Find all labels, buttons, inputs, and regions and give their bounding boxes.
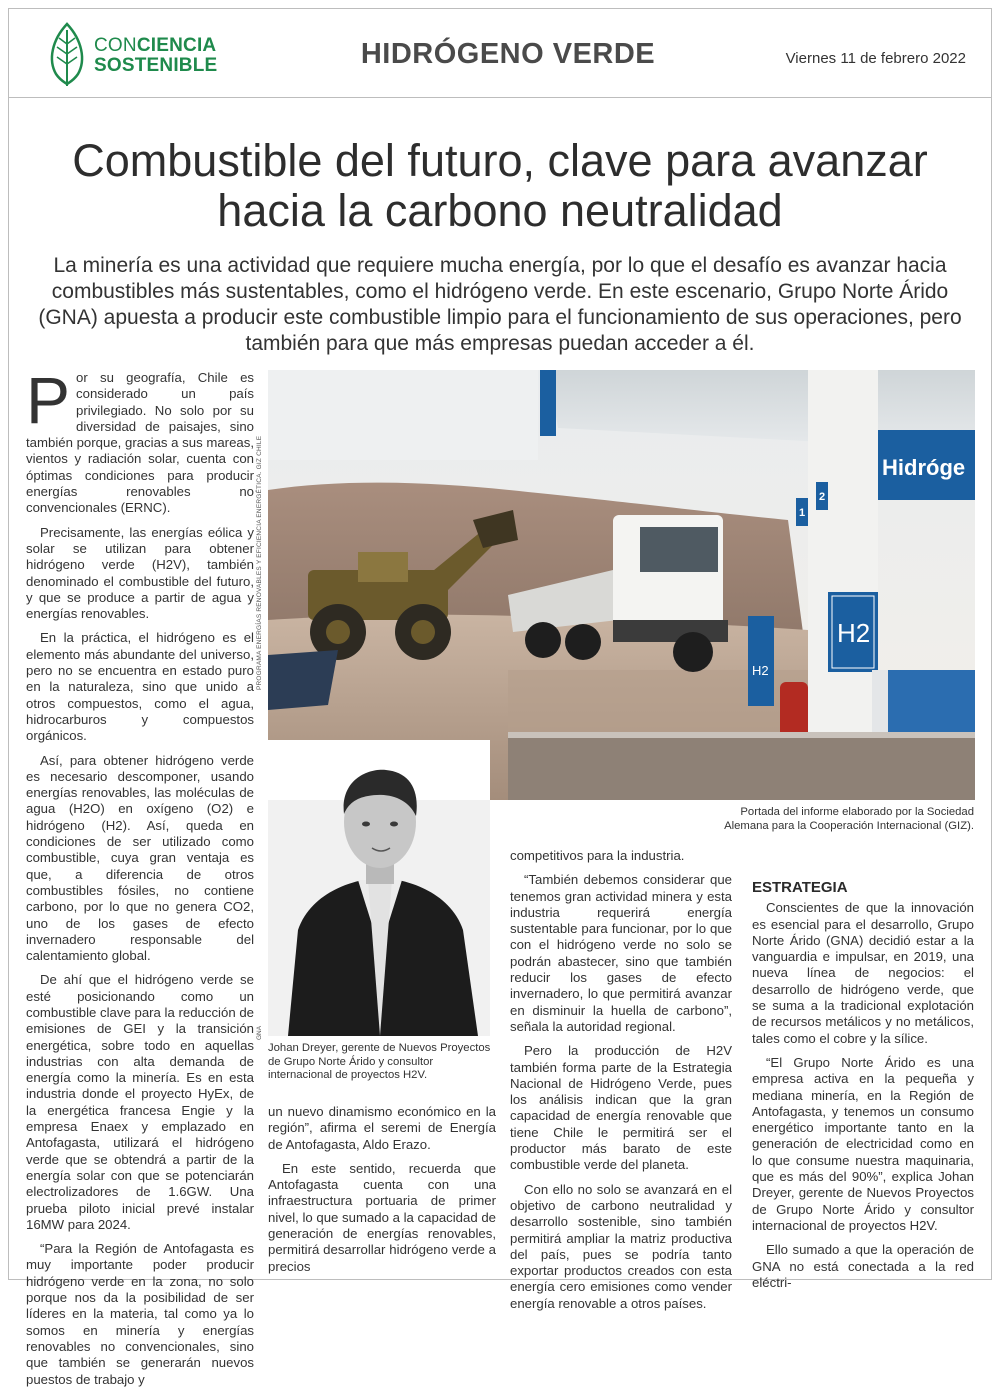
paragraph: “El Grupo Norte Árido es una empresa activa en la pequeña y mediana minería, en la Región de Antofagasta, y tenemos un consumo energético importante tanto en la generación de electricidad como en lo que consume nuestra maquinaria, que es más del 90%”, explica Johan Dreyer, gerente de Nuevos Proyectos de Grupo Norte Árido y consultor internacional de proyectos H2V. [752, 1054, 974, 1233]
paragraph: Ello sumado a que la operación de GNA no está conectada a la red eléctri- [752, 1242, 974, 1290]
headline [20, 136, 980, 236]
article-column-3 [510, 848, 732, 1320]
paragraph: un nuevo dinamismo económico en la región”, afirma el seremi de Energía de Antofagasta, Aldo Erazo. [268, 1104, 496, 1152]
paragraph [26, 363, 254, 517]
headline-line-1: Combustible del futuro, clave para avanzar [72, 135, 928, 186]
paragraph: Con ello no solo se avanzará en el objetivo de carbono neutralidad y desarrollo sostenible, sino también permitirá ampliar la matriz productiva del país, pues se podría tanto exportar productos creados con esta energía cero emisiones como vender energía renovable a otros países. [510, 1181, 732, 1311]
section-subhead: ESTRATEGIA [752, 879, 848, 896]
leaf-icon [44, 22, 90, 88]
drop-cap: P [26, 363, 71, 437]
station-sign-text: Hidróge [882, 455, 966, 480]
portrait-photo [268, 740, 490, 1036]
paragraph: Pero la producción de H2V también forma parte de la Estrategia Nacional de Hidrógeno Verde, pues los análisis indican que la gran capacidad de energía renovable que tiene Chile le permitirá ser el productor más barato de este combustible verde del planeta. [510, 1043, 732, 1173]
article-column-4 [752, 880, 974, 1299]
headline-line-2: hacia la carbono neutralidad [217, 185, 783, 236]
paragraph: En este sentido, recuerda que Antofagasta cuenta con una infraestructura portuaria de primer nivel, lo que sumado a la capacidad de generación de energías renovables, permitirá desarrollar hidrógeno verde a precios [268, 1160, 497, 1274]
portrait-johan-dreyer [268, 740, 490, 1036]
paragraph-text: or su geografía, Chile es considerado un país privilegiado. No solo por su diversidad de paisajes, sino también porque, gracias a sus mareas, vientos y radiación solar, cuenta con óptimas condiciones para producir energías renovables no convencionales (ERNC). [26, 370, 254, 516]
pump-h2-label: H2 [837, 618, 871, 648]
brand-name-line2: SOSTENIBLE [94, 55, 218, 76]
portrait-caption: Johan Dreyer, gerente de Nuevos Proyectos de Grupo Norte Árido y consultor internacional de proyectos H2V. [268, 1042, 491, 1081]
paragraph: “También debemos considerar que tenemos gran actividad minera y esta industria requerirá energía sustentable para funcionar, por lo que con el hidrógeno verde no solo se podrán abastecer, sino que también reducir los gases de efecto invernadero, lo que permitirá avanzar en disminuir la huella de carbono”, señala la autoridad regional. [510, 872, 732, 1034]
pump-number-2: 2 [819, 491, 826, 503]
brand-name-part2: CIENCIA [136, 35, 217, 56]
issue-date: Viernes 11 de febrero 2022 [785, 50, 966, 67]
paragraph: competitivos para la industria. [510, 848, 685, 863]
section-title: HIDRÓGENO VERDE [360, 38, 656, 70]
paragraph: Así, para obtener hidrógeno verde es necesario descomponer, usando energías renovables, las moléculas de agua (H2O) en oxígeno (O2) e hidrógeno (H2). Así, queda en condiciones de ser utilizado como combustible, cuya gran ventaja es que, a diferencia de otros combustibles fósiles, no contiene carbono, por lo que no genera CO2, uno de los gases de efecto invernadero responsable del calentamiento global. [26, 752, 254, 964]
brand-name [94, 36, 217, 76]
brand-name-part1: CON [94, 35, 137, 56]
brand-logo [44, 22, 244, 88]
paragraph: De ahí que el hidrógeno verde se esté posicionando como un combustible clave para la reducción de emisiones de GEI y la transición energética, sobre todo en aquellas industrias con alta demanda de energía como la minería. Es en esta industria donde el proyecto HyEx, de la energética francesa Engie y la empresa Enaex y emplazado en Antofagasta, utilizará el hidrógeno verde que se obtendrá a partir de la energía solar con que se potenciarán electrolizadores de 1.6GW. Una prueba piloto inicial prevé instalar 16MW para 2024. [26, 972, 254, 1232]
paragraph: Precisamente, las energías eólica y solar se utilizan para obtener hidrógeno verde (H2V), también denominado el combustible del futuro, y que se produce a partir de agua y energías renovables. [26, 524, 254, 622]
pump-side-h2-label: H2 [752, 663, 769, 678]
article-column-1 [26, 363, 254, 1396]
portrait-credit: GNA [256, 1025, 263, 1040]
paragraph: “Para la Región de Antofagasta es muy importante poder producir hidrógeno verde en la zona, no solo porque nos da la posibilidad de ser líderes en la materia, tal como ya lo somos en minería y energías renovables no convencionales, sino que también se generarán nuevos puestos de trabajo y [26, 1241, 254, 1387]
pump-number-1: 1 [799, 507, 806, 519]
paragraph: Conscientes de que la innovación es esencial para el desarrollo, Grupo Norte Árido (GNA) decidió estar a la vanguardia e impulsar, en 2019, una nueva línea de negocios: el desarrollo de hidrógeno verde, que se suma a la tradicional explotación de recursos metálicos y no metálicos, tales como el cobre y la sílice. [752, 900, 974, 1046]
photo-credit: PROGRAMA ENERGÍAS RENOVABLES Y EFICIENCIA ENERGÉTICA. GIZ CHILE [256, 435, 263, 690]
photo-caption: Portada del informe elaborado por la Sociedad Alemana para la Cooperación Internacional (GIZ). [724, 806, 974, 832]
main-photo-hydrogen-station [268, 370, 975, 800]
deck-summary: La minería es una actividad que requiere mucha energía, por lo que el desafío es avanzar hacia combustibles más sustentables, como el hidrógeno verde. En este escenario, Grupo Norte Árido (GNA) apuesta a producir este combustible limpio para el funcionamiento de sus operaciones, pero también para que más empresas puedan acceder a él. [38, 254, 962, 355]
paragraph: En la práctica, el hidrógeno es el elemento más abundante del universo, pero no se encuentra en estado puro en la naturaleza, sino que unido a otros compuestos, como el agua, hidrocarburos y compuestos orgánicos. [26, 630, 254, 744]
masthead [8, 8, 992, 98]
article-column-2 [268, 1104, 496, 1283]
